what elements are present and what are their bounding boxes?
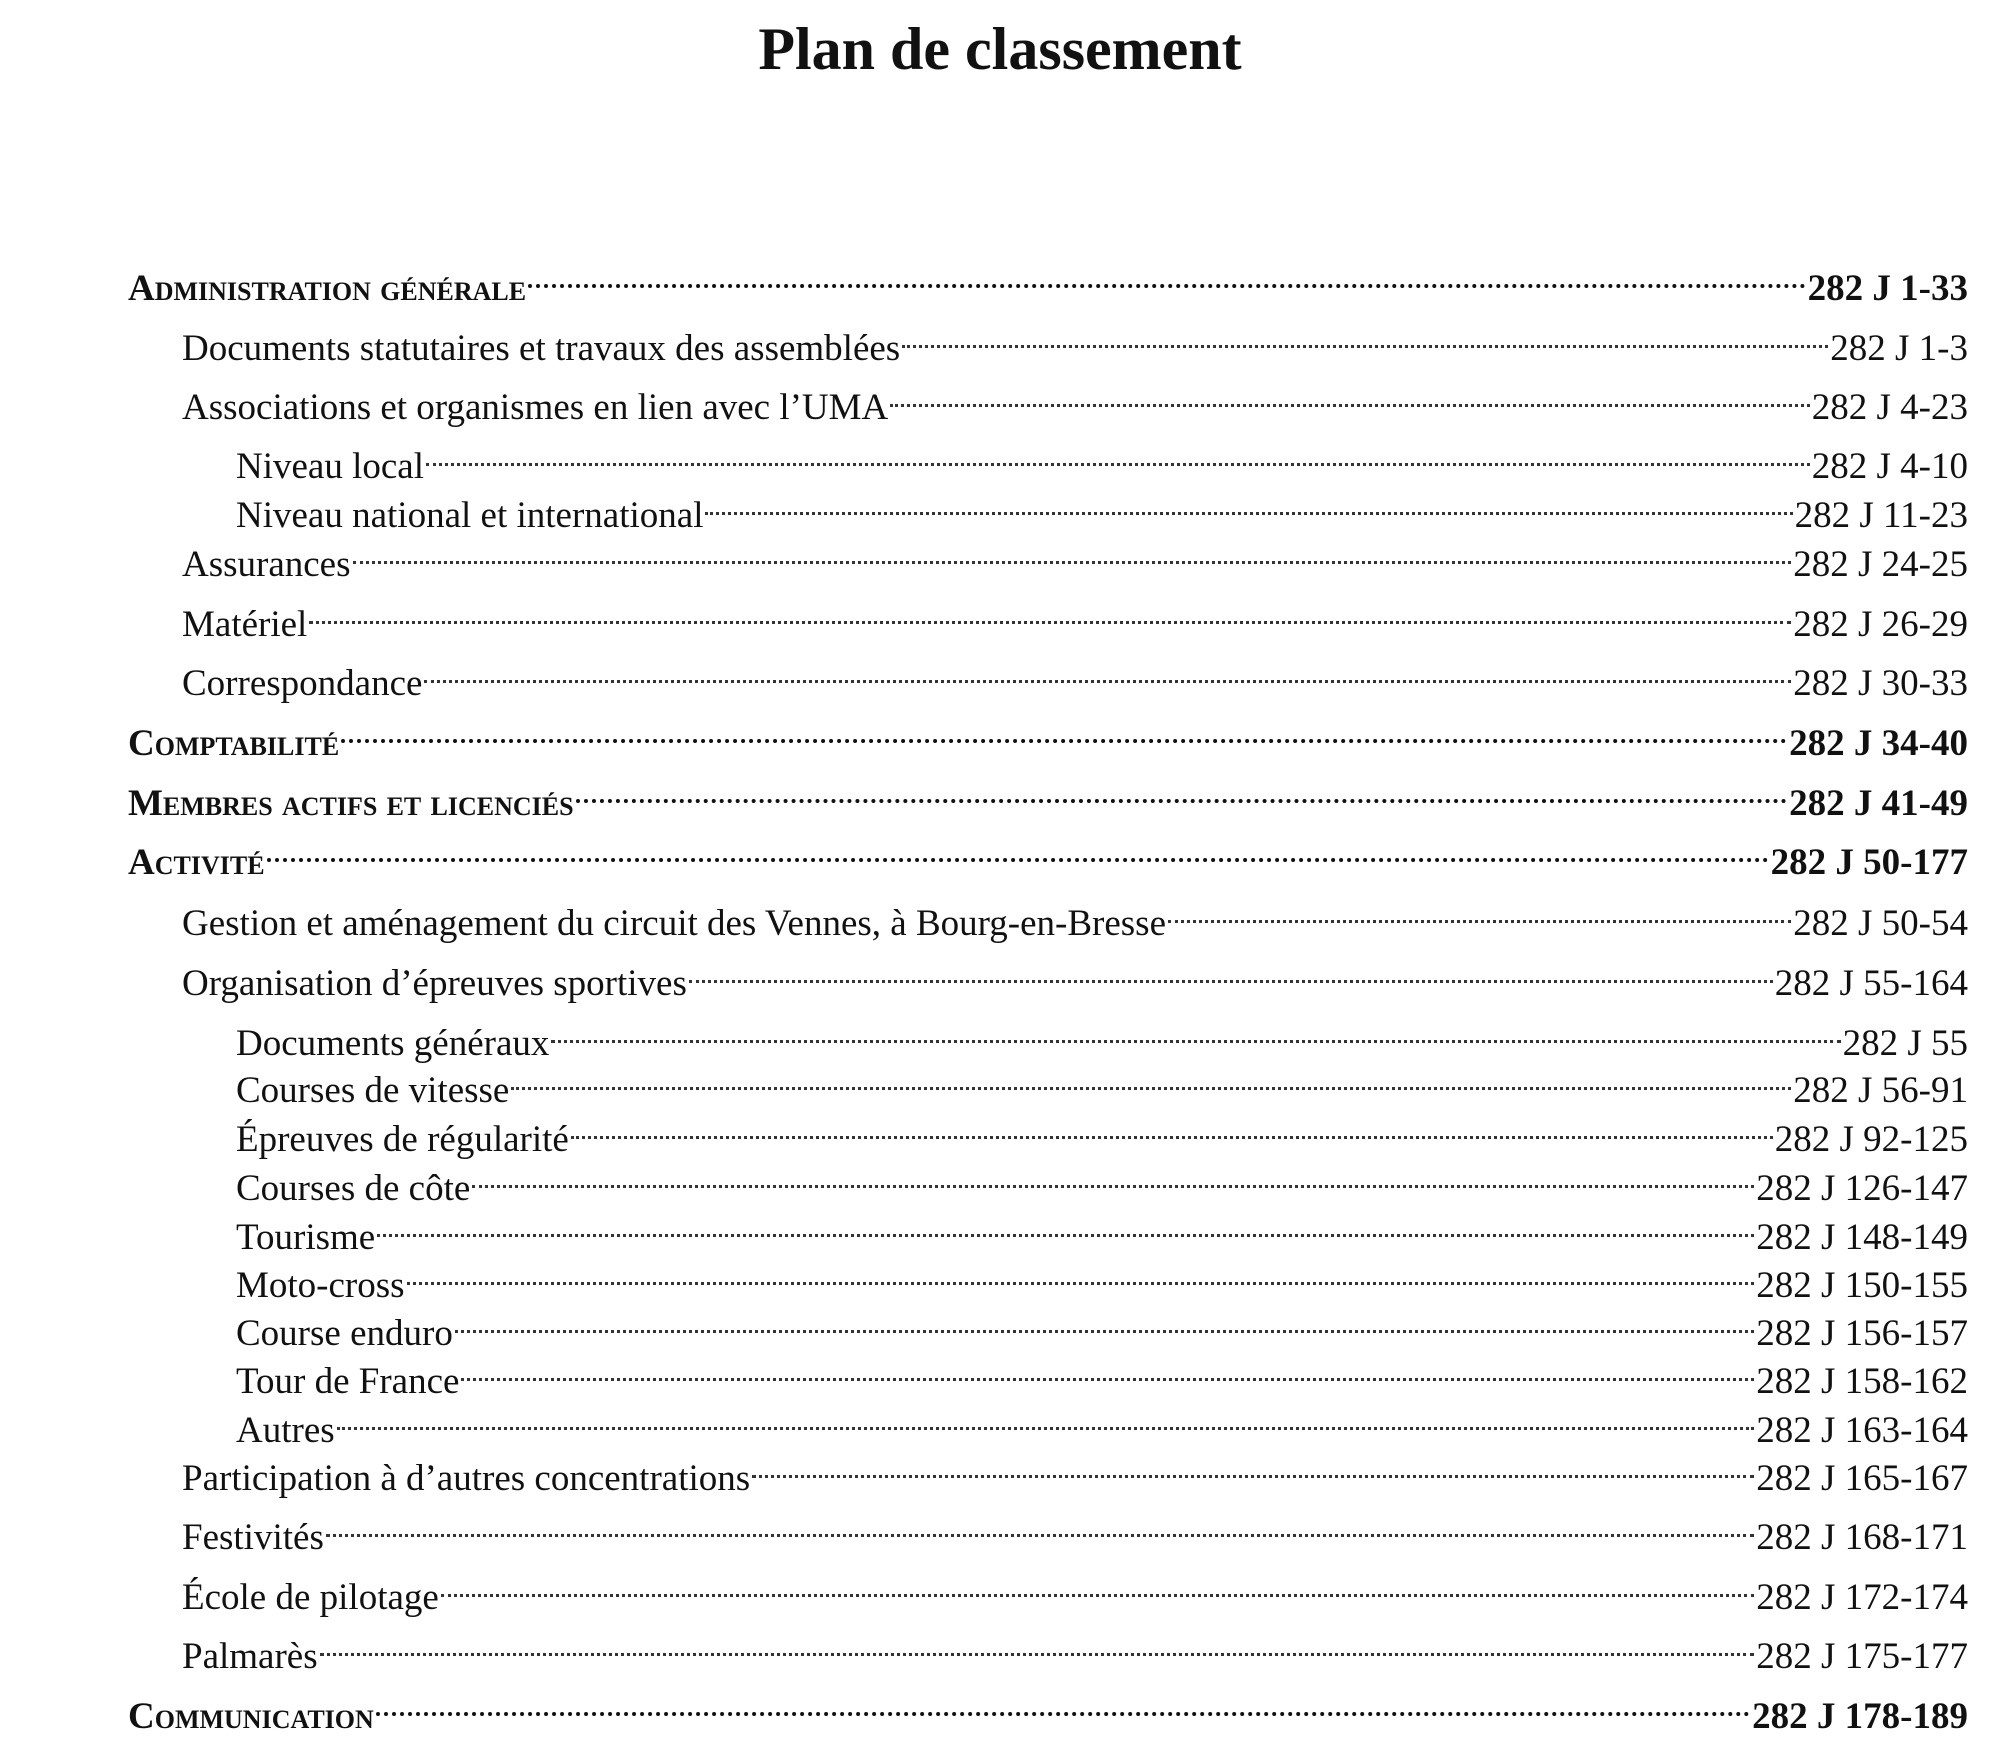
toc-entry[interactable] bbox=[0, 481, 1968, 536]
toc-entry-ref: 282 J 168-171 bbox=[1756, 1517, 1968, 1558]
toc-entry-label: Gestion et aménagement du circuit des Vennes, à Bourg-en-Bresse bbox=[182, 903, 1166, 944]
toc-entry[interactable] bbox=[0, 709, 1968, 764]
toc-entry-ref: 282 J 4-23 bbox=[1811, 387, 1968, 428]
dot-leader bbox=[571, 1105, 1773, 1151]
dot-leader bbox=[752, 1444, 1754, 1490]
toc-entry-label: Course enduro bbox=[236, 1313, 453, 1354]
toc-entry-ref: 282 J 92-125 bbox=[1774, 1119, 1968, 1160]
toc-entry[interactable] bbox=[0, 1154, 1968, 1209]
toc-entry-ref: 282 J 56-91 bbox=[1793, 1070, 1968, 1111]
toc-entry[interactable] bbox=[0, 1347, 1968, 1402]
toc-entry[interactable] bbox=[0, 1622, 1968, 1677]
toc-entry[interactable] bbox=[0, 949, 1968, 1004]
toc-entry-label: Administration générale bbox=[128, 268, 527, 309]
toc-entry[interactable] bbox=[0, 1563, 1968, 1618]
dot-leader bbox=[337, 1396, 1755, 1442]
toc-entry-label: Comptabilité bbox=[128, 723, 340, 764]
toc-entry-label: École de pilotage bbox=[182, 1577, 439, 1618]
toc-entry[interactable] bbox=[0, 254, 1968, 309]
toc-entry-ref: 282 J 1-33 bbox=[1807, 268, 1968, 309]
toc-entry-ref: 282 J 30-33 bbox=[1793, 663, 1968, 704]
toc-entry-label: Niveau local bbox=[236, 446, 424, 487]
dot-leader bbox=[1168, 889, 1791, 935]
toc-entry-label: Activité bbox=[128, 842, 265, 883]
toc-entry-ref: 282 J 41-49 bbox=[1789, 783, 1968, 824]
toc-entry[interactable] bbox=[0, 530, 1968, 585]
toc-entry-label: Courses de vitesse bbox=[236, 1070, 510, 1111]
toc-entry-label: Matériel bbox=[182, 604, 308, 645]
toc-entry-label: Tour de France bbox=[236, 1361, 460, 1402]
dot-leader bbox=[377, 1203, 1754, 1249]
toc-entry[interactable] bbox=[0, 1203, 1968, 1258]
toc-entry[interactable] bbox=[0, 1056, 1968, 1111]
toc-entry[interactable] bbox=[0, 1251, 1968, 1306]
toc-entry-ref: 282 J 26-29 bbox=[1793, 604, 1968, 645]
dot-leader bbox=[472, 1154, 1754, 1200]
dot-leader bbox=[424, 649, 1791, 695]
toc-entry[interactable] bbox=[0, 1503, 1968, 1558]
toc-entry-label: Documents généraux bbox=[236, 1023, 550, 1064]
dot-leader bbox=[376, 1682, 1750, 1728]
toc-entry[interactable] bbox=[0, 1009, 1968, 1064]
toc-entry[interactable] bbox=[0, 432, 1968, 487]
toc-entry[interactable] bbox=[0, 769, 1968, 824]
toc-entry-ref: 282 J 175-177 bbox=[1756, 1636, 1968, 1677]
toc-entry-ref: 282 J 34-40 bbox=[1789, 723, 1968, 764]
dot-leader bbox=[890, 373, 1809, 419]
dot-leader bbox=[326, 1503, 1754, 1549]
toc-entry-label: Épreuves de régularité bbox=[236, 1119, 569, 1160]
dot-leader bbox=[528, 254, 1806, 300]
toc-entry-ref: 282 J 11-23 bbox=[1794, 495, 1968, 536]
dot-leader bbox=[551, 1009, 1840, 1055]
toc-entry-ref: 282 J 165-167 bbox=[1756, 1458, 1968, 1499]
dot-leader bbox=[341, 709, 1787, 755]
toc-entry-ref: 282 J 172-174 bbox=[1756, 1577, 1968, 1618]
toc-entry-label: Festivités bbox=[182, 1517, 324, 1558]
dot-leader bbox=[455, 1299, 1754, 1345]
dot-leader bbox=[461, 1347, 1754, 1393]
toc-entry-label: Communication bbox=[128, 1696, 374, 1737]
toc-entry[interactable] bbox=[0, 1444, 1968, 1499]
dot-leader bbox=[309, 590, 1791, 636]
toc-entry[interactable] bbox=[0, 314, 1968, 369]
toc-entry-label: Autres bbox=[236, 1410, 335, 1451]
toc-entry-ref: 282 J 1-3 bbox=[1830, 328, 1968, 369]
dot-leader bbox=[705, 481, 1792, 527]
toc-entry-label: Organisation d’épreuves sportives bbox=[182, 963, 687, 1004]
toc-entry[interactable] bbox=[0, 1682, 1968, 1737]
toc-entry[interactable] bbox=[0, 590, 1968, 645]
toc-entry-label: Associations et organismes en lien avec l’UMA bbox=[182, 387, 889, 428]
toc-entry-label: Membres actifs et licenciés bbox=[128, 783, 574, 824]
toc-entry-label: Palmarès bbox=[182, 1636, 318, 1677]
toc-entry-label: Moto-cross bbox=[236, 1265, 405, 1306]
dot-leader bbox=[576, 769, 1788, 815]
toc-entry-ref: 282 J 50-54 bbox=[1793, 903, 1968, 944]
toc-entry-label: Courses de côte bbox=[236, 1168, 471, 1209]
toc-entry[interactable] bbox=[0, 889, 1968, 944]
toc-entry-label: Niveau national et international bbox=[236, 495, 704, 536]
dot-leader bbox=[902, 314, 1828, 360]
toc-entry-label: Participation à d’autres concentrations bbox=[182, 1458, 751, 1499]
toc-entry-ref: 282 J 55 bbox=[1842, 1023, 1968, 1064]
toc-entry-label: Documents statutaires et travaux des assemblées bbox=[182, 328, 901, 369]
dot-leader bbox=[426, 432, 1810, 478]
dot-leader bbox=[353, 530, 1792, 576]
toc-entry-ref: 282 J 163-164 bbox=[1756, 1410, 1968, 1451]
toc-entry[interactable] bbox=[0, 1396, 1968, 1451]
toc-entry-ref: 282 J 156-157 bbox=[1756, 1313, 1968, 1354]
page-title: Plan de classement bbox=[758, 16, 1242, 82]
toc-entry[interactable] bbox=[0, 1299, 1968, 1354]
toc-entry-ref: 282 J 150-155 bbox=[1756, 1265, 1968, 1306]
toc-entry-ref: 282 J 148-149 bbox=[1756, 1217, 1968, 1258]
toc-entry-ref: 282 J 50-177 bbox=[1770, 842, 1968, 883]
toc-entry[interactable] bbox=[0, 649, 1968, 704]
toc-entry-ref: 282 J 24-25 bbox=[1793, 544, 1968, 585]
toc-entry[interactable] bbox=[0, 828, 1968, 883]
toc-entry-ref: 282 J 55-164 bbox=[1774, 963, 1968, 1004]
toc-entry[interactable] bbox=[0, 373, 1968, 428]
toc-entry-label: Assurances bbox=[182, 544, 351, 585]
dot-leader bbox=[511, 1056, 1791, 1102]
toc-entry-ref: 282 J 178-189 bbox=[1752, 1696, 1968, 1737]
toc-entry-label: Correspondance bbox=[182, 663, 423, 704]
toc-entry-ref: 282 J 126-147 bbox=[1756, 1168, 1968, 1209]
dot-leader bbox=[320, 1622, 1755, 1668]
dot-leader bbox=[407, 1251, 1755, 1297]
toc-entry-ref: 282 J 4-10 bbox=[1811, 446, 1968, 487]
toc-entry-ref: 282 J 158-162 bbox=[1756, 1361, 1968, 1402]
dot-leader bbox=[689, 949, 1773, 995]
dot-leader bbox=[441, 1563, 1754, 1609]
toc-entry-label: Tourisme bbox=[236, 1217, 376, 1258]
dot-leader bbox=[267, 828, 1769, 874]
toc-entry[interactable] bbox=[0, 1105, 1968, 1160]
